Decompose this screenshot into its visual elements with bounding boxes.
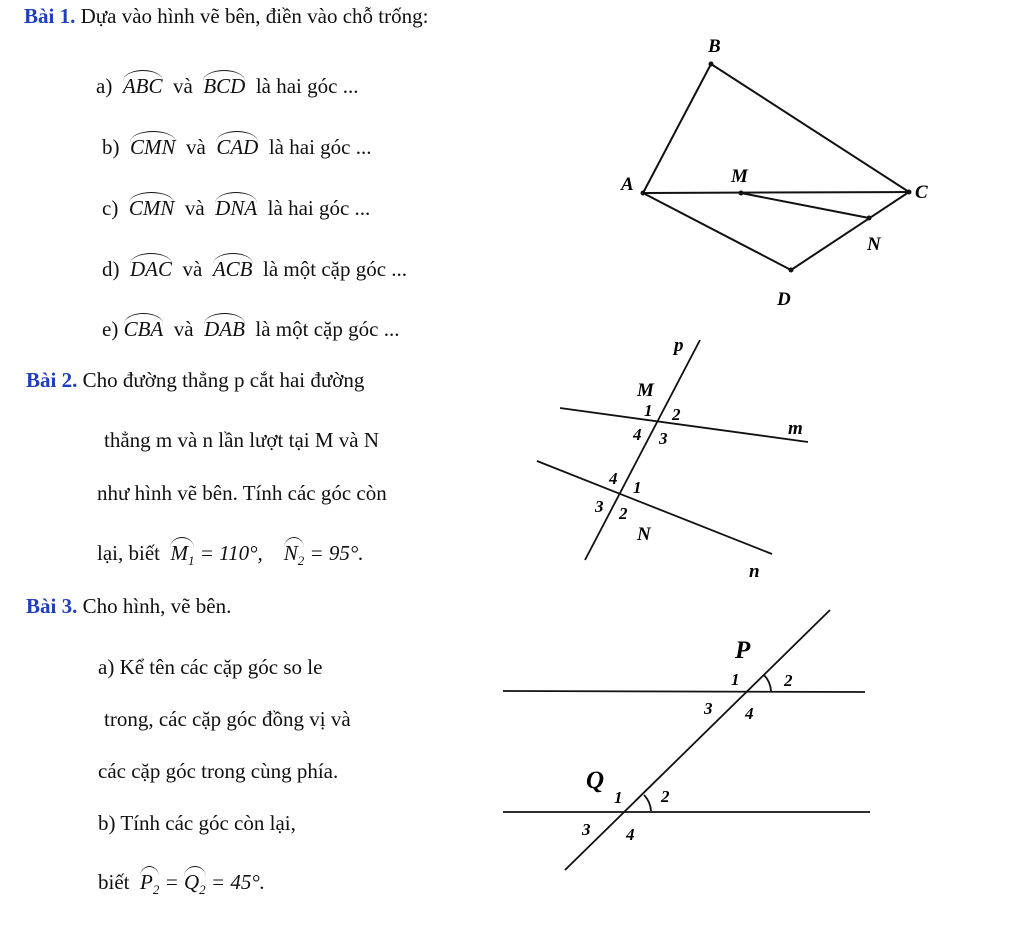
arc-P2	[764, 675, 771, 691]
point-B	[709, 62, 714, 67]
item-prefix: d)	[102, 257, 120, 281]
bai2-line2: thẳng m và n lần lượt tại M và N	[104, 428, 380, 452]
label-M: M	[731, 166, 748, 187]
segment-AD	[643, 193, 791, 270]
point-A	[641, 191, 646, 196]
item-prefix: a)	[96, 74, 113, 98]
angle-q2: $Q_2$	[184, 866, 206, 902]
label-N: N	[637, 524, 651, 545]
angle-P-2: 2	[784, 671, 793, 690]
angle-value: = 45°.	[210, 870, 265, 894]
angle-M-2: 2	[672, 405, 681, 424]
angle-label: DAB	[204, 313, 245, 341]
angle-label: CMN	[130, 131, 176, 159]
label-m: m	[788, 418, 803, 439]
item-prefix: c)	[102, 196, 119, 220]
item-suffix: là hai góc ...	[268, 135, 372, 159]
angle-label: CMN	[129, 192, 175, 220]
angle-Q-3: 3	[582, 820, 591, 839]
bai3-text: biết	[98, 870, 130, 894]
angle-label: ABC	[123, 70, 163, 98]
equals-sign: =	[164, 870, 179, 894]
label-C: C	[915, 182, 928, 203]
bai3-a1: a) Kể tên các cặp góc so le	[98, 655, 323, 679]
bai3-a2: trong, các cặp góc đồng vị và	[104, 707, 351, 731]
segment-DC	[791, 192, 909, 270]
line-n	[537, 461, 772, 554]
angle-M-1: 1	[644, 401, 653, 420]
point-C	[907, 190, 912, 195]
figure2-lines	[537, 340, 808, 560]
angle-n2: $N_2$	[284, 537, 305, 573]
bai3-a3: các cặp góc trong cùng phía.	[98, 759, 339, 783]
point-D	[789, 268, 794, 273]
angle-label: CAD	[216, 131, 258, 159]
item-prefix: e)	[102, 317, 119, 341]
angle-Q-4: 4	[626, 825, 635, 844]
item-prefix: b)	[102, 135, 120, 159]
item-connector: và	[186, 135, 206, 159]
angle-N-3: 3	[595, 497, 604, 516]
bai2-line3: như hình vẽ bên. Tính các góc còn	[97, 481, 387, 505]
angle-P-1: 1	[731, 670, 740, 689]
segment-AB	[643, 64, 711, 193]
angle-Q-2: 2	[661, 787, 670, 806]
angle-label: ACB	[213, 253, 253, 281]
angle-label: DAC	[130, 253, 172, 281]
label-B: B	[708, 36, 721, 57]
label-D: D	[777, 289, 791, 310]
bai3-b1: b) Tính các góc còn lại,	[98, 811, 296, 835]
item-suffix: là hai góc ...	[267, 196, 371, 220]
item-connector: và	[173, 74, 193, 98]
angle-N-4: 4	[609, 469, 618, 488]
angle-p2: $P_2$	[140, 866, 159, 902]
segment-AC	[643, 192, 909, 193]
item-connector: và	[182, 257, 203, 281]
angle-value: = 95°.	[309, 541, 364, 565]
item-connector: và	[173, 317, 194, 341]
line-m	[560, 408, 808, 442]
bai3-heading: Bài 3.	[26, 594, 78, 618]
angle-N-2: 2	[619, 504, 628, 523]
item-suffix: là một cặp góc ...	[263, 257, 408, 281]
point-M	[739, 191, 744, 196]
angle-label: CBA	[124, 313, 164, 341]
angle-P-4: 4	[745, 704, 754, 723]
angle-P-3: 3	[704, 699, 713, 718]
angle-N-1: 1	[633, 478, 642, 497]
angle-Q-1: 1	[614, 788, 623, 807]
angle-M-3: 3	[659, 429, 668, 448]
label-n: n	[749, 561, 760, 582]
label-A: A	[621, 174, 634, 195]
bai2-heading: Bài 2.	[26, 368, 78, 392]
angle-label: BCD	[203, 70, 245, 98]
segment-MN	[741, 193, 869, 218]
item-connector: và	[184, 196, 205, 220]
arc-Q2	[644, 795, 651, 811]
label-Q: Q	[586, 767, 605, 794]
label-p: p	[674, 335, 684, 356]
figure3-lines	[503, 610, 870, 870]
angle-value: = 110°,	[199, 541, 263, 565]
bai1-intro: Dựa vào hình vẽ bên, điền vào chỗ trống:	[80, 4, 429, 28]
angle-M-4: 4	[633, 425, 642, 444]
bai2-text: lại, biết	[97, 541, 160, 565]
parallel-top	[503, 691, 865, 692]
item-suffix: là hai góc ...	[255, 74, 359, 98]
transversal	[565, 610, 830, 870]
bai3-text: Cho hình, vẽ bên.	[82, 594, 232, 618]
label-N: N	[867, 234, 881, 255]
label-M: M	[637, 380, 654, 401]
point-N	[867, 216, 872, 221]
angle-label: DNA	[215, 192, 257, 220]
bai1-heading: Bài 1.	[24, 4, 76, 28]
label-P: P	[735, 637, 751, 664]
angle-m1: $M_1$	[170, 537, 194, 573]
item-suffix: là một cặp góc ...	[255, 317, 400, 341]
bai2-text: Cho đường thẳng p cắt hai đường	[82, 368, 365, 392]
